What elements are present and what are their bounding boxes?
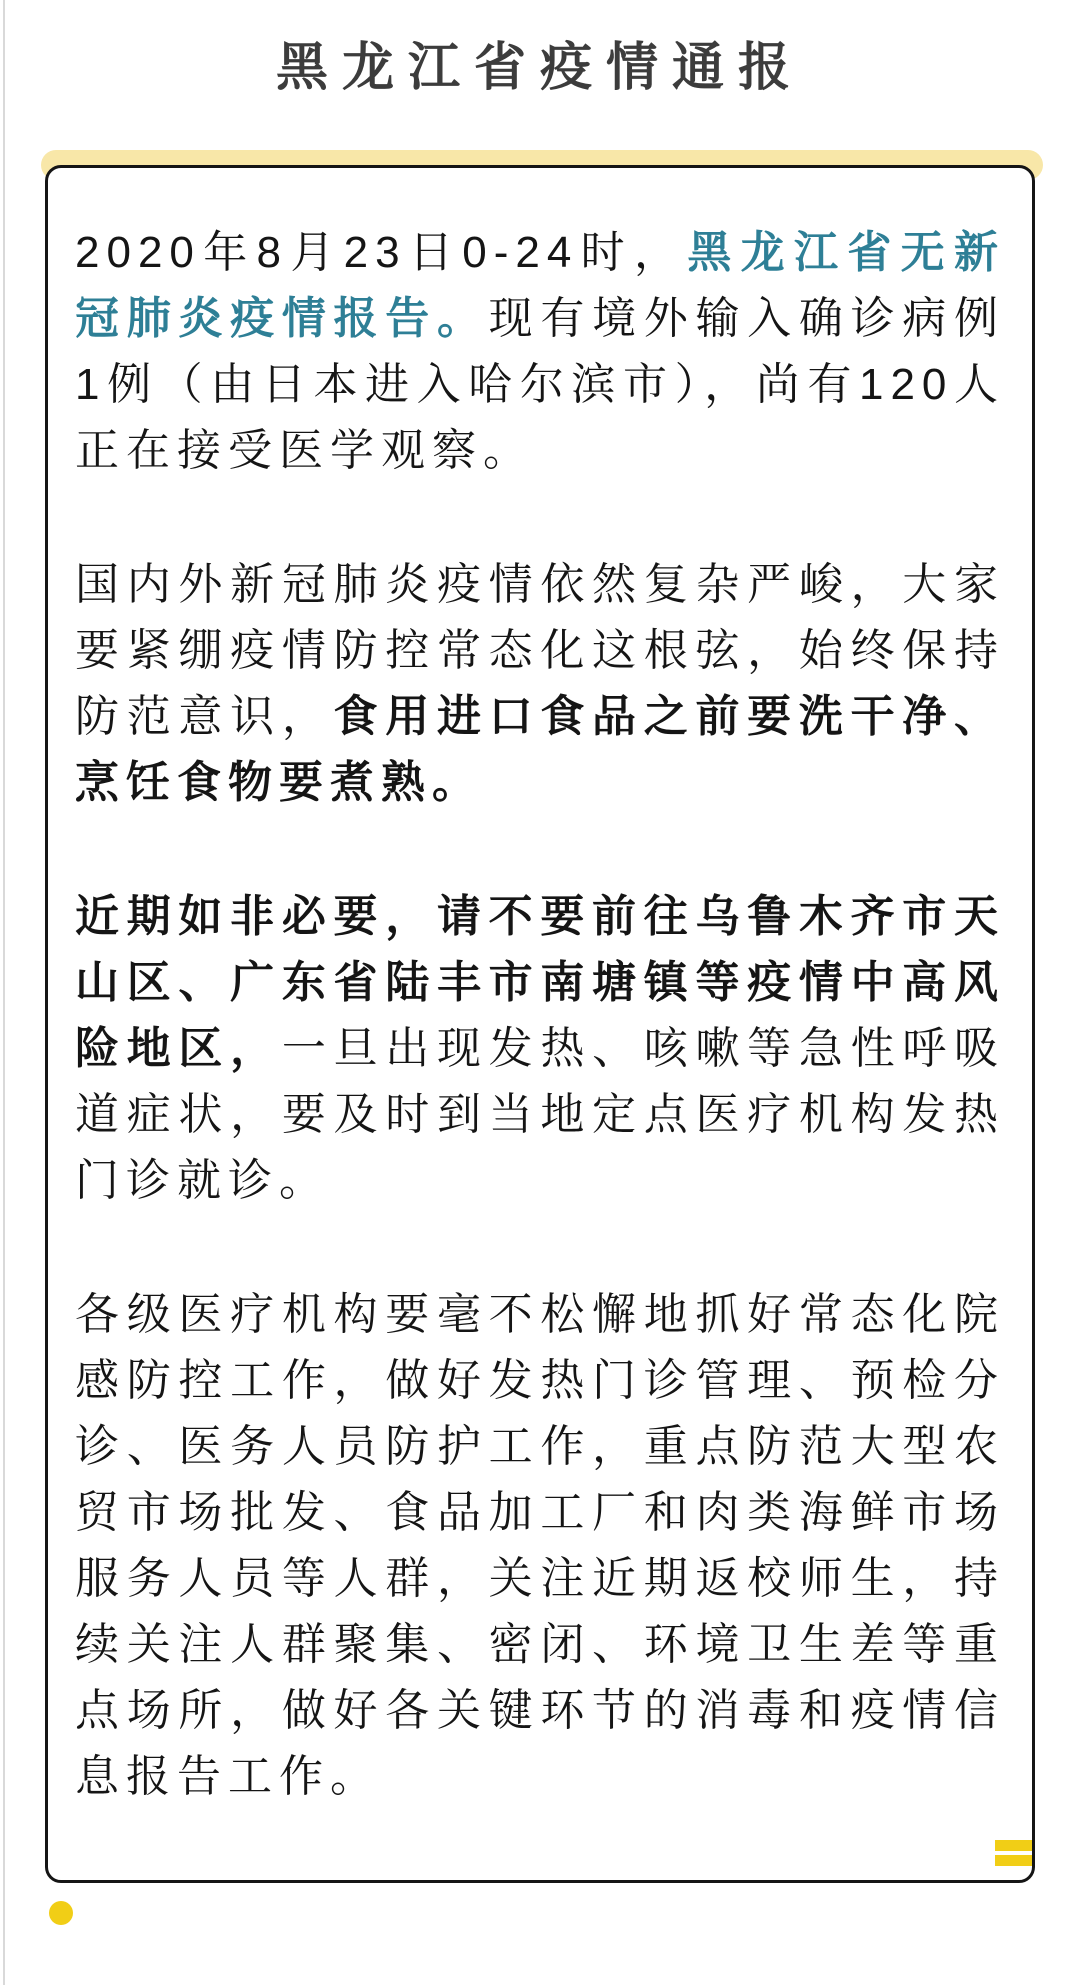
notice-body xyxy=(75,220,1005,1810)
equals-bar-bottom xyxy=(995,1855,1035,1866)
text-run-bold: 食用进口食品之前要洗干净、烹饪食物要煮熟。 xyxy=(75,692,1006,807)
text-run-normal: 现有境外输入确诊病例1例（由日本进入哈尔滨市），尚有120人正在接受医学观察。 xyxy=(75,294,1006,475)
yellow-dot-icon xyxy=(49,1901,73,1925)
notice-paragraph xyxy=(75,220,1005,484)
notice-card-wrap xyxy=(45,165,1035,1883)
text-run-bold: 近期如非必要，请不要前往乌鲁木齐市天山区、广东省陆丰市南塘镇等疫情中高风险地区， xyxy=(75,892,1005,1073)
text-run-accent-bold: 黑龙江省无新冠肺炎疫情报告。 xyxy=(75,228,1006,343)
notice-card xyxy=(45,165,1035,1883)
equals-bar-top xyxy=(995,1840,1035,1851)
notice-paragraph xyxy=(75,884,1005,1214)
yellow-equals-icon xyxy=(995,1840,1035,1866)
page-title: 黑龙江省疫情通报 xyxy=(275,39,804,97)
text-run-normal: 2020年8月23日0-24时， xyxy=(75,228,688,277)
notice-paragraph xyxy=(75,552,1005,816)
notice-paragraph xyxy=(75,1282,1005,1810)
page-left-edge-line xyxy=(3,0,5,1985)
text-run-normal: 一旦出现发热、咳嗽等急性呼吸道症状，要及时到当地定点医疗机构发热门诊就诊。 xyxy=(75,1024,1006,1205)
text-run-normal: 国内外新冠肺炎疫情依然复杂严峻，大家要紧绷疫情防控常态化这根弦，始终保持防范意识， xyxy=(75,560,1005,741)
text-run-normal: 各级医疗机构要毫不松懈地抓好常态化院感防控工作，做好发热门诊管理、预检分诊、医务人员防护工作，重点防范大型农贸市场批发、食品加工厂和肉类海鲜市场服务人员等人群，关注近期返校师生，持续关注人群聚集、密闭、环境卫生差等重点场所，做好各关键环节的消毒和疫情信息报告工作。 xyxy=(75,1290,1005,1801)
